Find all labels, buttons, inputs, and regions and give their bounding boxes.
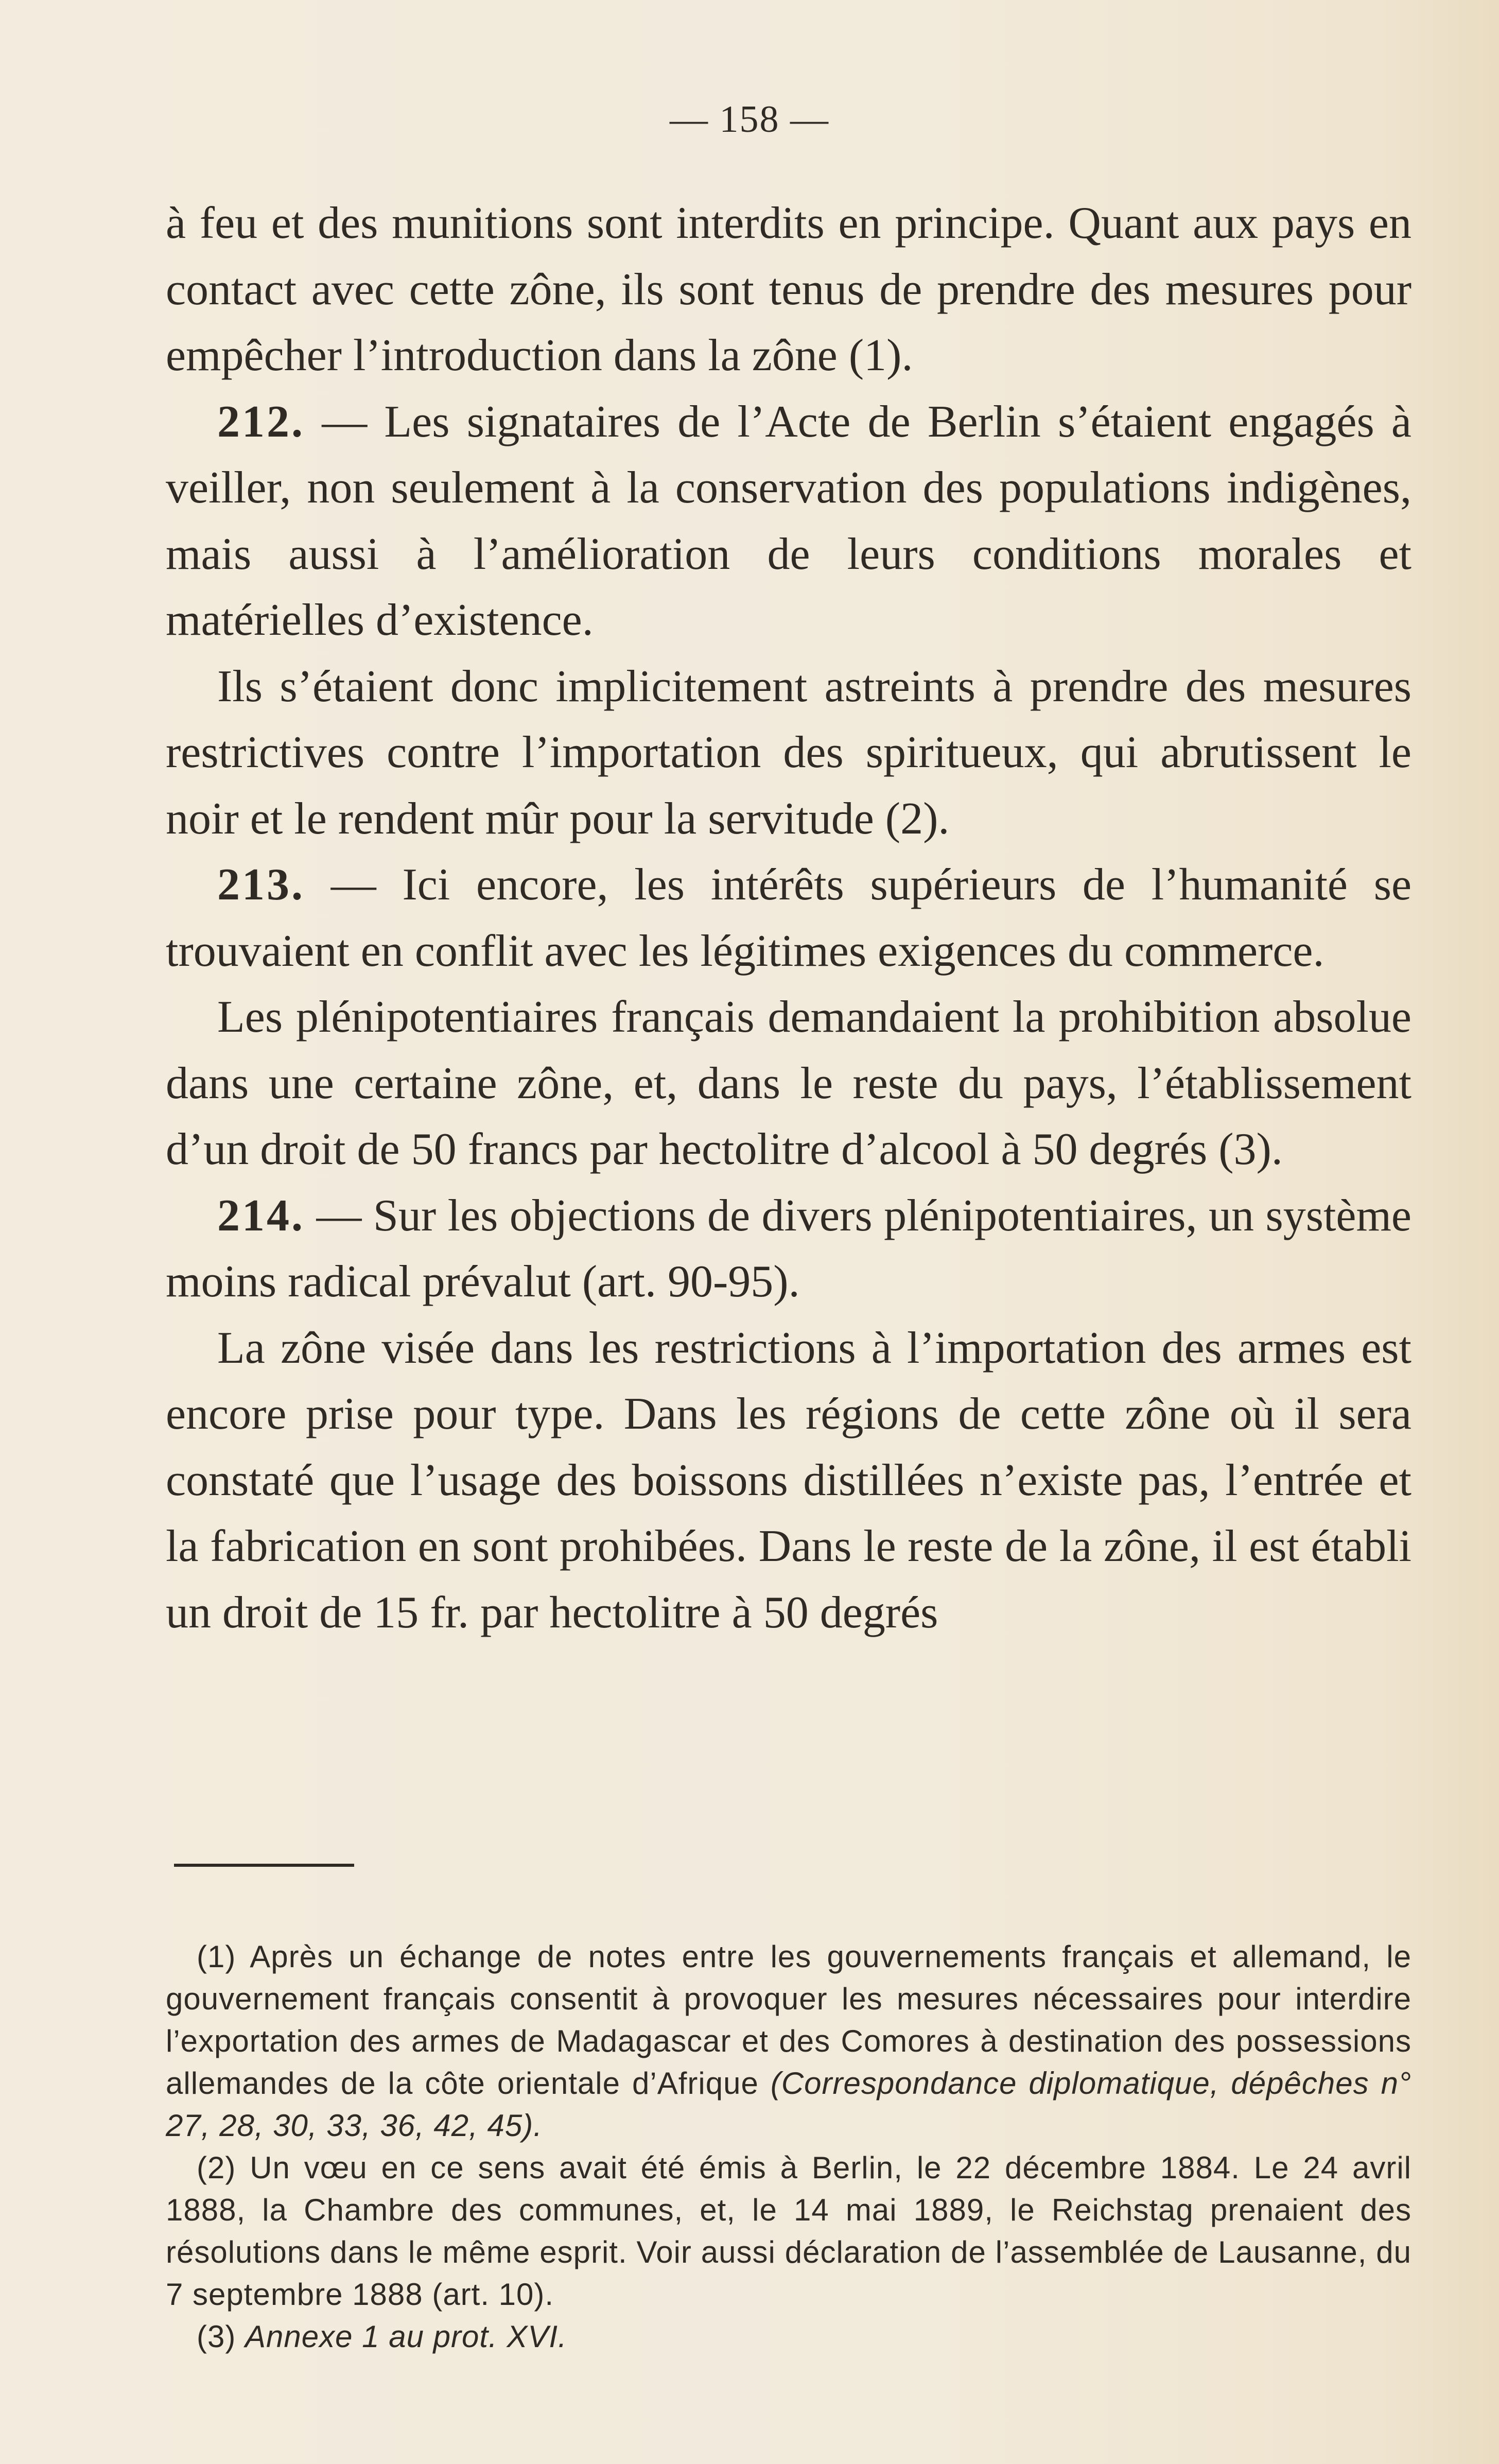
footnote-1-text: (1) Après un échange de notes entre les gouvernements français et allemand, le gouvernement français consentit à provoquer les mesures nécessaires pour interdire l’exportation des armes de Madagascar et des Comores à destination des possessions allemandes de la côte orientale d’Afrique: [166, 1939, 1411, 2101]
footnote-3-number: (3): [197, 2319, 245, 2354]
footnotes: [166, 1936, 1411, 2358]
footnote-rule: [174, 1864, 354, 1867]
paragraph-spiritueux: Ils s’étaient donc implicitement astreints à prendre des mesures restrictives contre l’importation des spiritueux, qui abrutissent le noir et le rendent mûr pour la servitude (2).: [166, 661, 1411, 844]
section-214-text: — Sur les objections de divers plénipotentiaires, un système moins radical prévalut (art. 90-95).: [166, 1190, 1411, 1307]
footnote-2: (2) Un vœu en ce sens avait été émis à Berlin, le 22 décembre 1884. Le 24 avril 1888, la Chambre des communes, et, le 14 mai 1889, le Reichstag prenaient des résolutions dans le même esprit. Voir aussi déclaration de l’assemblée de Lausanne, du 7 septembre 1888 (art. 10).: [166, 2150, 1411, 2312]
section-214: [166, 1183, 1411, 1315]
section-number-214: 214.: [217, 1190, 305, 1241]
section-number-212: 212.: [217, 396, 305, 447]
footnote-3-citation: Annexe 1 au prot. XVI.: [245, 2319, 567, 2354]
footnote-1: [166, 1936, 1411, 2147]
footnote-3: [166, 2316, 1411, 2358]
main-text: [166, 190, 1411, 1646]
footnote-1-citation: (Correspondance diplomatique, dépêches n° 27, 28, 30, 33, 36, 42, 45).: [166, 2066, 1411, 2143]
paragraph-zone: La zône visée dans les restrictions à l’importation des armes est encore prise pour type. Dans les régions de cette zône où il sera constaté que l’usage des boissons distillées n’existe pas, l’entrée et la fabrication en sont prohibées. Dans le reste de la zône, il est établi un droit de 15 fr. par hectolitre à 50 degrés: [166, 1323, 1411, 1638]
paragraph-continuation: à feu et des munitions sont interdits en principe. Quant aux pays en contact avec cette zône, ils sont tenus de prendre des mesures pour empêcher l’introduction dans la zône (1).: [166, 198, 1411, 380]
section-213-text: — Ici encore, les intérêts supérieurs de l’humanité se trouvaient en conflit avec les légitimes exigences du commerce.: [166, 860, 1411, 976]
section-213: [166, 852, 1411, 984]
page-number: — 158 —: [670, 98, 829, 141]
section-212-text: — Les signataires de l’Acte de Berlin s’étaient engagés à veiller, non seulement à la conservation des populations indigènes, mais aussi à l’amélioration de leurs conditions morales et matérielles d’existence.: [166, 396, 1411, 645]
paragraph-plenipotentiaires: Les plénipotentiaires français demandaient la prohibition absolue dans une certaine zône, et, dans le reste du pays, l’établissement d’un droit de 50 francs par hectolitre d’alcool à 50 degrés (3).: [166, 992, 1411, 1174]
section-number-213: 213.: [217, 860, 305, 910]
section-212: [166, 389, 1411, 654]
